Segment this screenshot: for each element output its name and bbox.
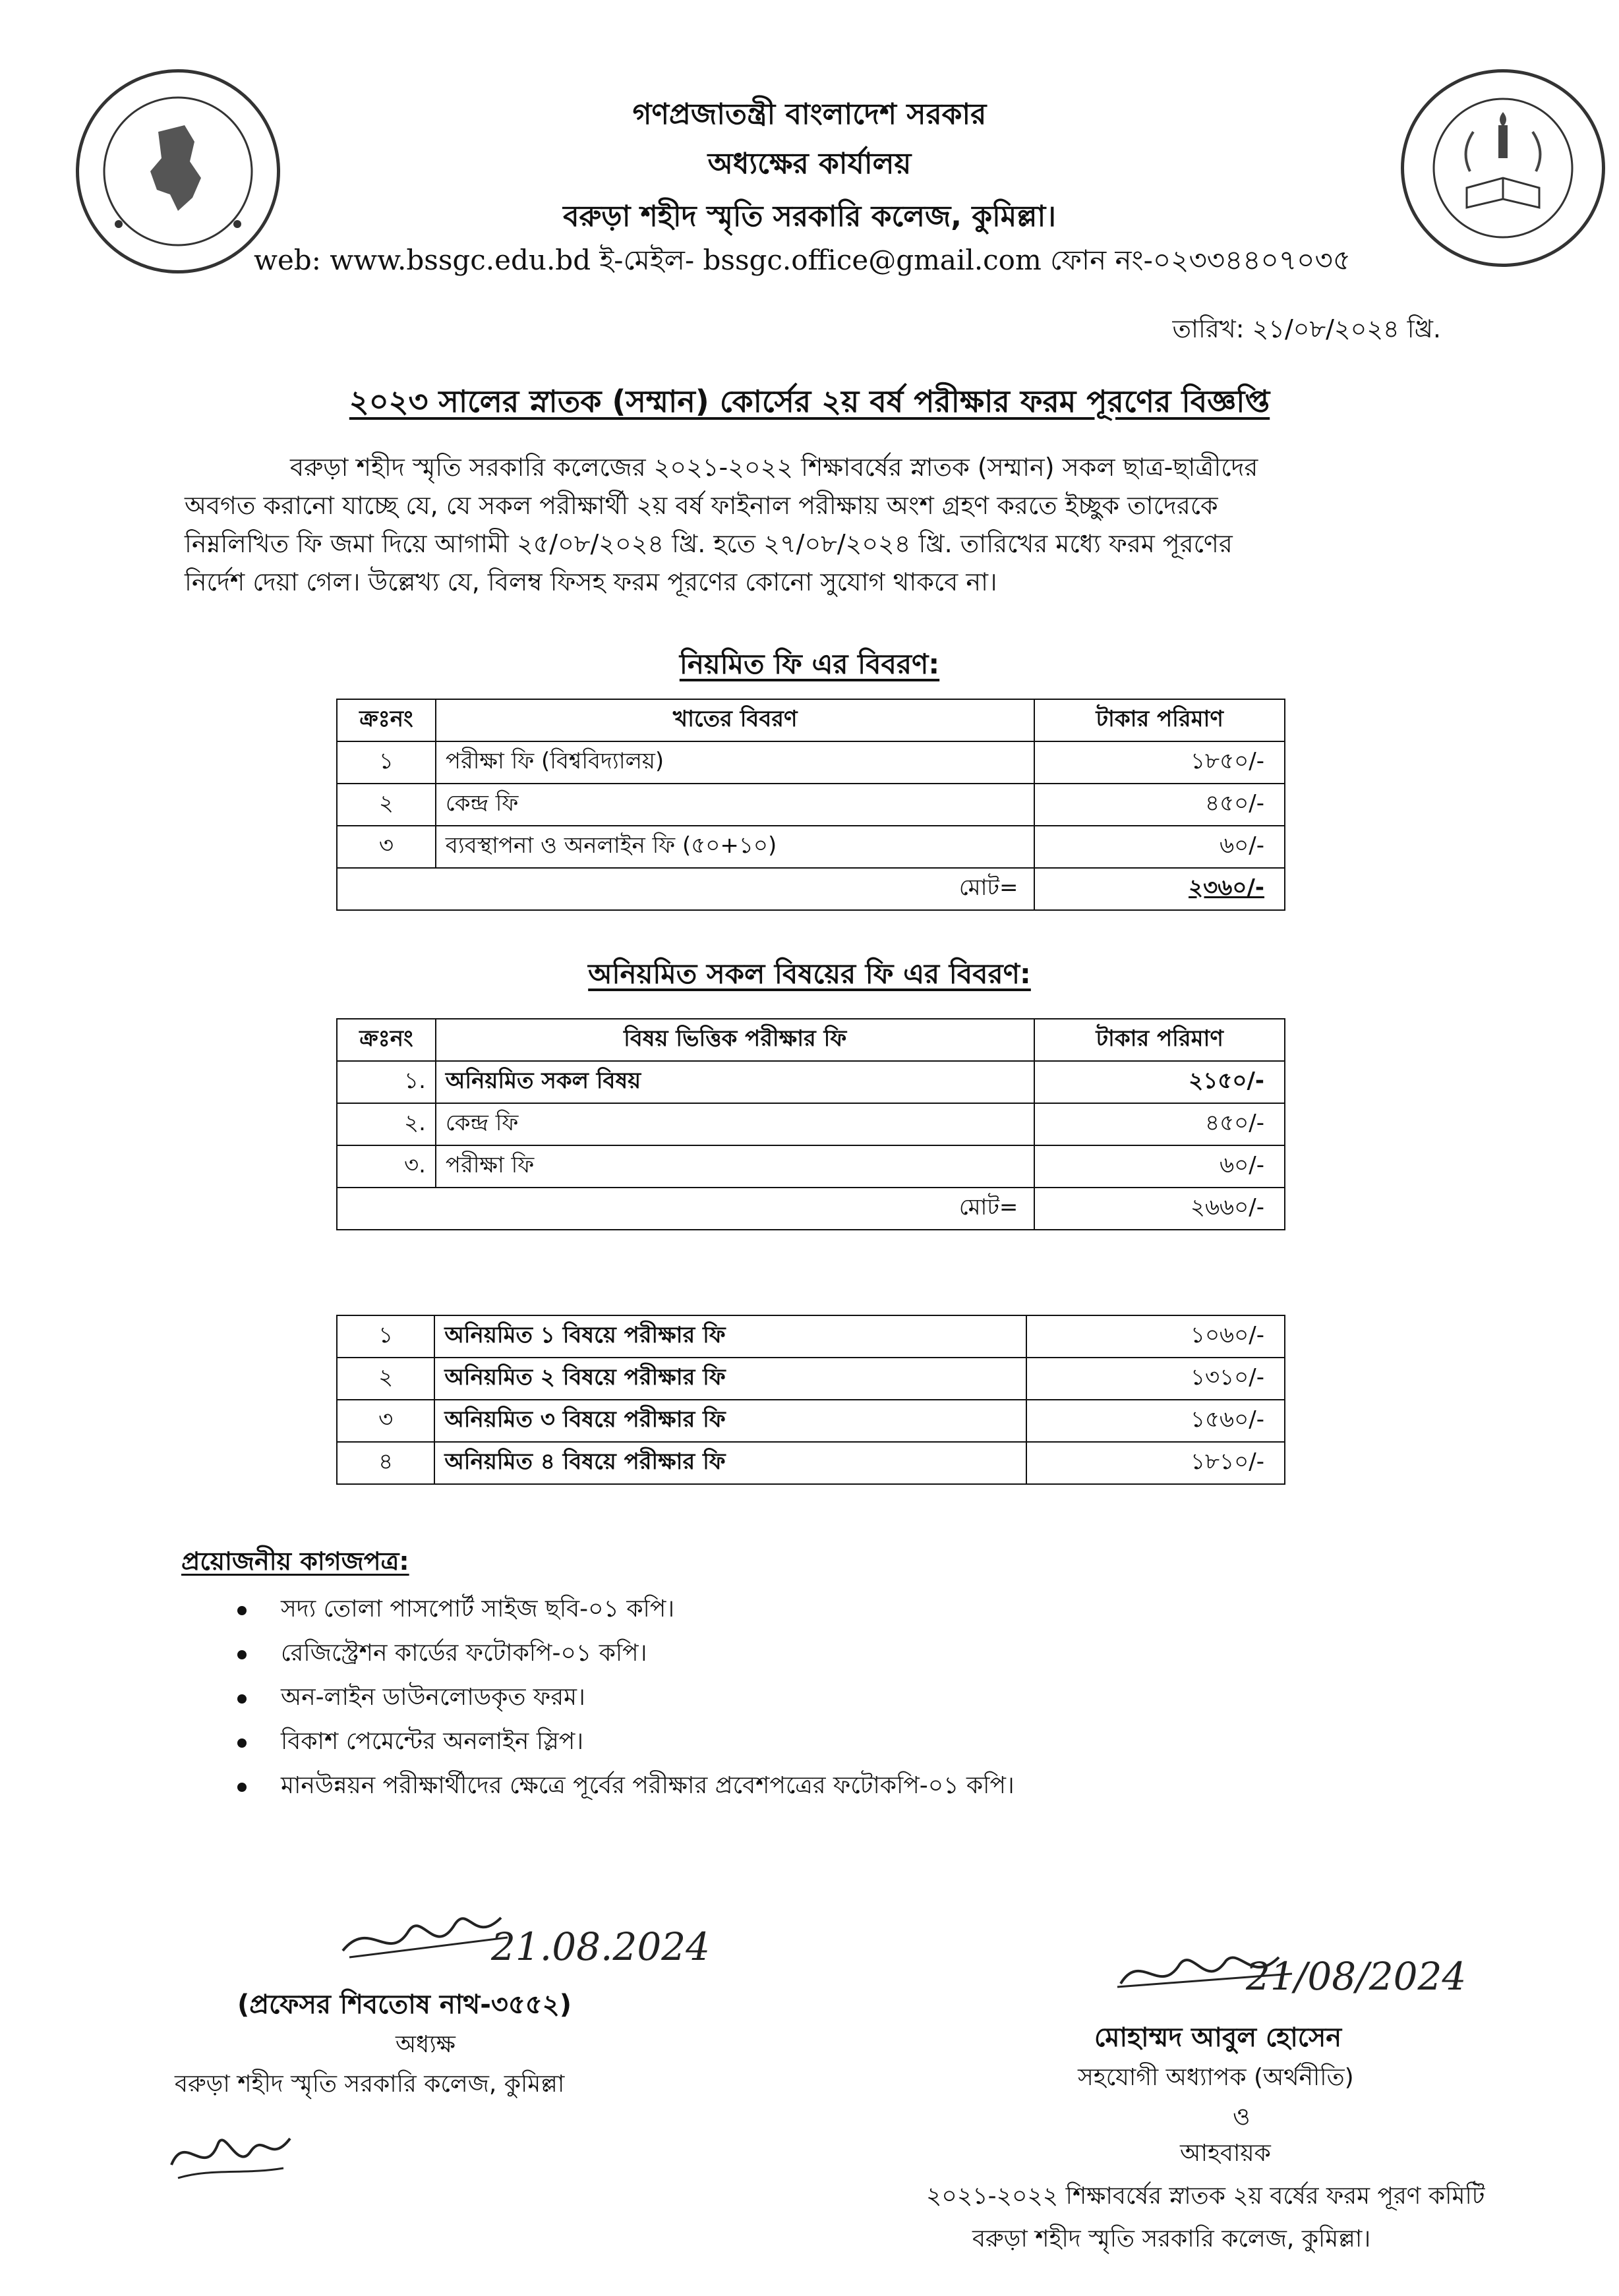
body-line-3: নিম্নলিখিত ফি জমা দিয়ে আগামী ২৫/০৮/২০২৪ খ্রি. হতে ২৭/০৮/২০২৪ খ্রি. তারিখের মধ্যে ফরম পূরণের (185, 529, 1233, 558)
regular-fee-table (336, 699, 1285, 911)
total-amount: ২৩৬০/- (1034, 868, 1285, 910)
bullet-icon (237, 1694, 247, 1704)
col-amount: টাকার পরিমাণ (1034, 1019, 1285, 1061)
list-item: অন-লাইন ডাউনলোডকৃত ফরম। (237, 1677, 1490, 1721)
notice-title: ২০২৩ সালের স্নাতক (সম্মান) কোর্সের ২য় বর্ষ পরীক্ষার ফরম পূরণের বিজ্ঞপ্তি (349, 384, 1270, 419)
list-item: রেজিস্ট্রেশন কার্ডের ফটোকপি-০১ কপি। (237, 1632, 1490, 1677)
row-description: কেন্দ্র ফি (436, 784, 1035, 826)
principal-signature-date: 21.08.2024 (491, 1924, 711, 1969)
requirements-list (237, 1588, 1490, 1809)
total-label: মোট= (337, 1188, 1034, 1230)
irregular-fee-heading: অনিয়মিত সকল বিষয়ের ফি এর বিবরণ: (588, 958, 1031, 990)
row-serial: ৩ (337, 826, 436, 868)
total-amount: ২৬৬০/- (1034, 1188, 1285, 1230)
body-line-4: নির্দেশ দেয়া গেল। উল্লেখ্য যে, বিলম্ব ফিসহ ফরম পূরণের কোনো সুযোগ থাকবে না। (185, 567, 997, 596)
header-government: গণপ্রজাতন্ত্রী বাংলাদেশ সরকার (632, 98, 987, 131)
row-amount: ৪৫০/- (1034, 1103, 1285, 1145)
table-row (337, 741, 1285, 784)
convener-name: মোহাম্মদ আবুল হোসেন (1094, 2023, 1342, 2053)
row-amount: ১৮৫০/- (1034, 741, 1285, 784)
convener-signature-date: 21/08/2024 (1246, 1954, 1467, 1999)
row-amount: ১৩১০/- (1026, 1358, 1285, 1400)
row-amount: ১০৬০/- (1026, 1315, 1285, 1358)
notice-date: তারিখ: ২১/০৮/২০২৪ খ্রি. (1172, 314, 1441, 343)
header-office: অধ্যক্ষের কার্যালয় (707, 147, 912, 181)
row-serial: ২. (337, 1103, 436, 1145)
table-row (337, 1442, 1285, 1484)
row-serial: ২ (337, 1358, 434, 1400)
convener-role: আহবায়ক (1180, 2140, 1271, 2167)
col-description: খাতের বিবরণ (436, 699, 1035, 741)
col-serial: ক্রঃনং (337, 1019, 436, 1061)
col-serial: ক্রঃনং (337, 699, 436, 741)
principal-college: বরুড়া শহীদ স্মৃতি সরকারি কলেজ, কুমিল্লা (175, 2071, 565, 2098)
table-row (337, 784, 1285, 826)
conjunction-text: ও (1233, 2104, 1251, 2131)
convener-college: বরুড়া শহীদ স্মৃতি সরকারি কলেজ, কুমিল্লা। (972, 2225, 1371, 2253)
row-amount: ৬০/- (1034, 826, 1285, 868)
principal-designation: অধ্যক্ষ (396, 2031, 456, 2058)
bullet-icon (237, 1738, 247, 1748)
row-amount: ৪৫০/- (1034, 784, 1285, 826)
total-label: মোট= (337, 868, 1034, 910)
requirements-heading: প্রয়োজনীয় কাগজপত্র: (181, 1547, 409, 1576)
list-item: সদ্য তোলা পাসপোর্ট সাইজ ছবি-০১ কপি। (237, 1588, 1490, 1632)
table-row (337, 1103, 1285, 1145)
table-row (337, 1400, 1285, 1442)
principal-name: (প্রফেসর শিবতোষ নাথ-৩৫৫২) (237, 1990, 572, 2020)
bullet-icon (237, 1650, 247, 1659)
row-description: অনিয়মিত ২ বিষয়ে পরীক্ষার ফি (434, 1358, 1026, 1400)
table-total-row (337, 1188, 1285, 1230)
initials-signature (158, 2106, 310, 2191)
body-line-1: বরুড়া শহীদ স্মৃতি সরকারি কলেজের ২০২১-২০২২ শিক্ষাবর্ষের স্নাতক (সম্মান) সকল ছাত্র-ছাত্রীদের (290, 453, 1258, 482)
row-amount: ১৫৬০/- (1026, 1400, 1285, 1442)
convener-designation: সহযোগী অধ্যাপক (অর্থনীতি) (1078, 2064, 1354, 2091)
row-description: পরীক্ষা ফি (বিশ্ববিদ্যালয়) (436, 741, 1035, 784)
row-description: ব্যবস্থাপনা ও অনলাইন ফি (৫০+১০) (436, 826, 1035, 868)
table-row (337, 1315, 1285, 1358)
table-header-row (337, 699, 1285, 741)
subject-fee-table (336, 1315, 1285, 1485)
notice-body (185, 448, 1437, 601)
row-description: অনিয়মিত ৩ বিষয়ে পরীক্ষার ফি (434, 1400, 1026, 1442)
row-serial: ৪ (337, 1442, 434, 1484)
bullet-icon (237, 1606, 247, 1615)
col-description: বিষয় ভিত্তিক পরীক্ষার ফি (436, 1019, 1035, 1061)
list-item: বিকাশ পেমেন্টের অনলাইন স্লিপ। (237, 1721, 1490, 1765)
committee-name: ২০২১-২০২২ শিক্ষাবর্ষের স্নাতক ২য় বর্ষের ফরম পূরণ কমিটি (926, 2183, 1485, 2210)
row-serial: ১ (337, 741, 436, 784)
table-row (337, 826, 1285, 868)
col-amount: টাকার পরিমাণ (1034, 699, 1285, 741)
header-college: বরুড়া শহীদ স্মৃতি সরকারি কলেজ, কুমিল্লা। (563, 200, 1056, 233)
row-description: কেন্দ্র ফি (436, 1103, 1035, 1145)
table-header-row (337, 1019, 1285, 1061)
row-description: অনিয়মিত ১ বিষয়ে পরীক্ষার ফি (434, 1315, 1026, 1358)
row-serial: ১ (337, 1315, 434, 1358)
table-total-row (337, 868, 1285, 910)
table-row (337, 1145, 1285, 1188)
irregular-fee-table (336, 1018, 1285, 1230)
row-description: অনিয়মিত সকল বিষয় (436, 1061, 1035, 1103)
row-serial: ৩. (337, 1145, 436, 1188)
header-contact: web: www.bssgc.edu.bd ই-মেইল- bssgc.office@gmail.com ফোন নং-০২৩৩৪৪০৭০৩৫ (254, 244, 1351, 276)
row-description: পরীক্ষা ফি (436, 1145, 1035, 1188)
row-amount: ১৮১০/- (1026, 1442, 1285, 1484)
row-description: অনিয়মিত ৪ বিষয়ে পরীক্ষার ফি (434, 1442, 1026, 1484)
row-amount: ২১৫০/- (1034, 1061, 1285, 1103)
row-amount: ৬০/- (1034, 1145, 1285, 1188)
bullet-icon (237, 1783, 247, 1792)
row-serial: ১. (337, 1061, 436, 1103)
row-serial: ২ (337, 784, 436, 826)
table-row (337, 1358, 1285, 1400)
row-serial: ৩ (337, 1400, 434, 1442)
list-item: মানউন্নয়ন পরীক্ষার্থীদের ক্ষেত্রে পূর্বের পরীক্ষার প্রবেশপত্রের ফটোকপি-০১ কপি। (237, 1765, 1490, 1809)
regular-fee-heading: নিয়মিত ফি এর বিবরণ: (679, 648, 940, 680)
table-row (337, 1061, 1285, 1103)
body-line-2: অবগত করানো যাচ্ছে যে, যে সকল পরীক্ষার্থী ২য় বর্ষ ফাইনাল পরীক্ষায় অংশ গ্রহণ করতে ইচ্ছুক তাদেরকে (185, 491, 1218, 520)
